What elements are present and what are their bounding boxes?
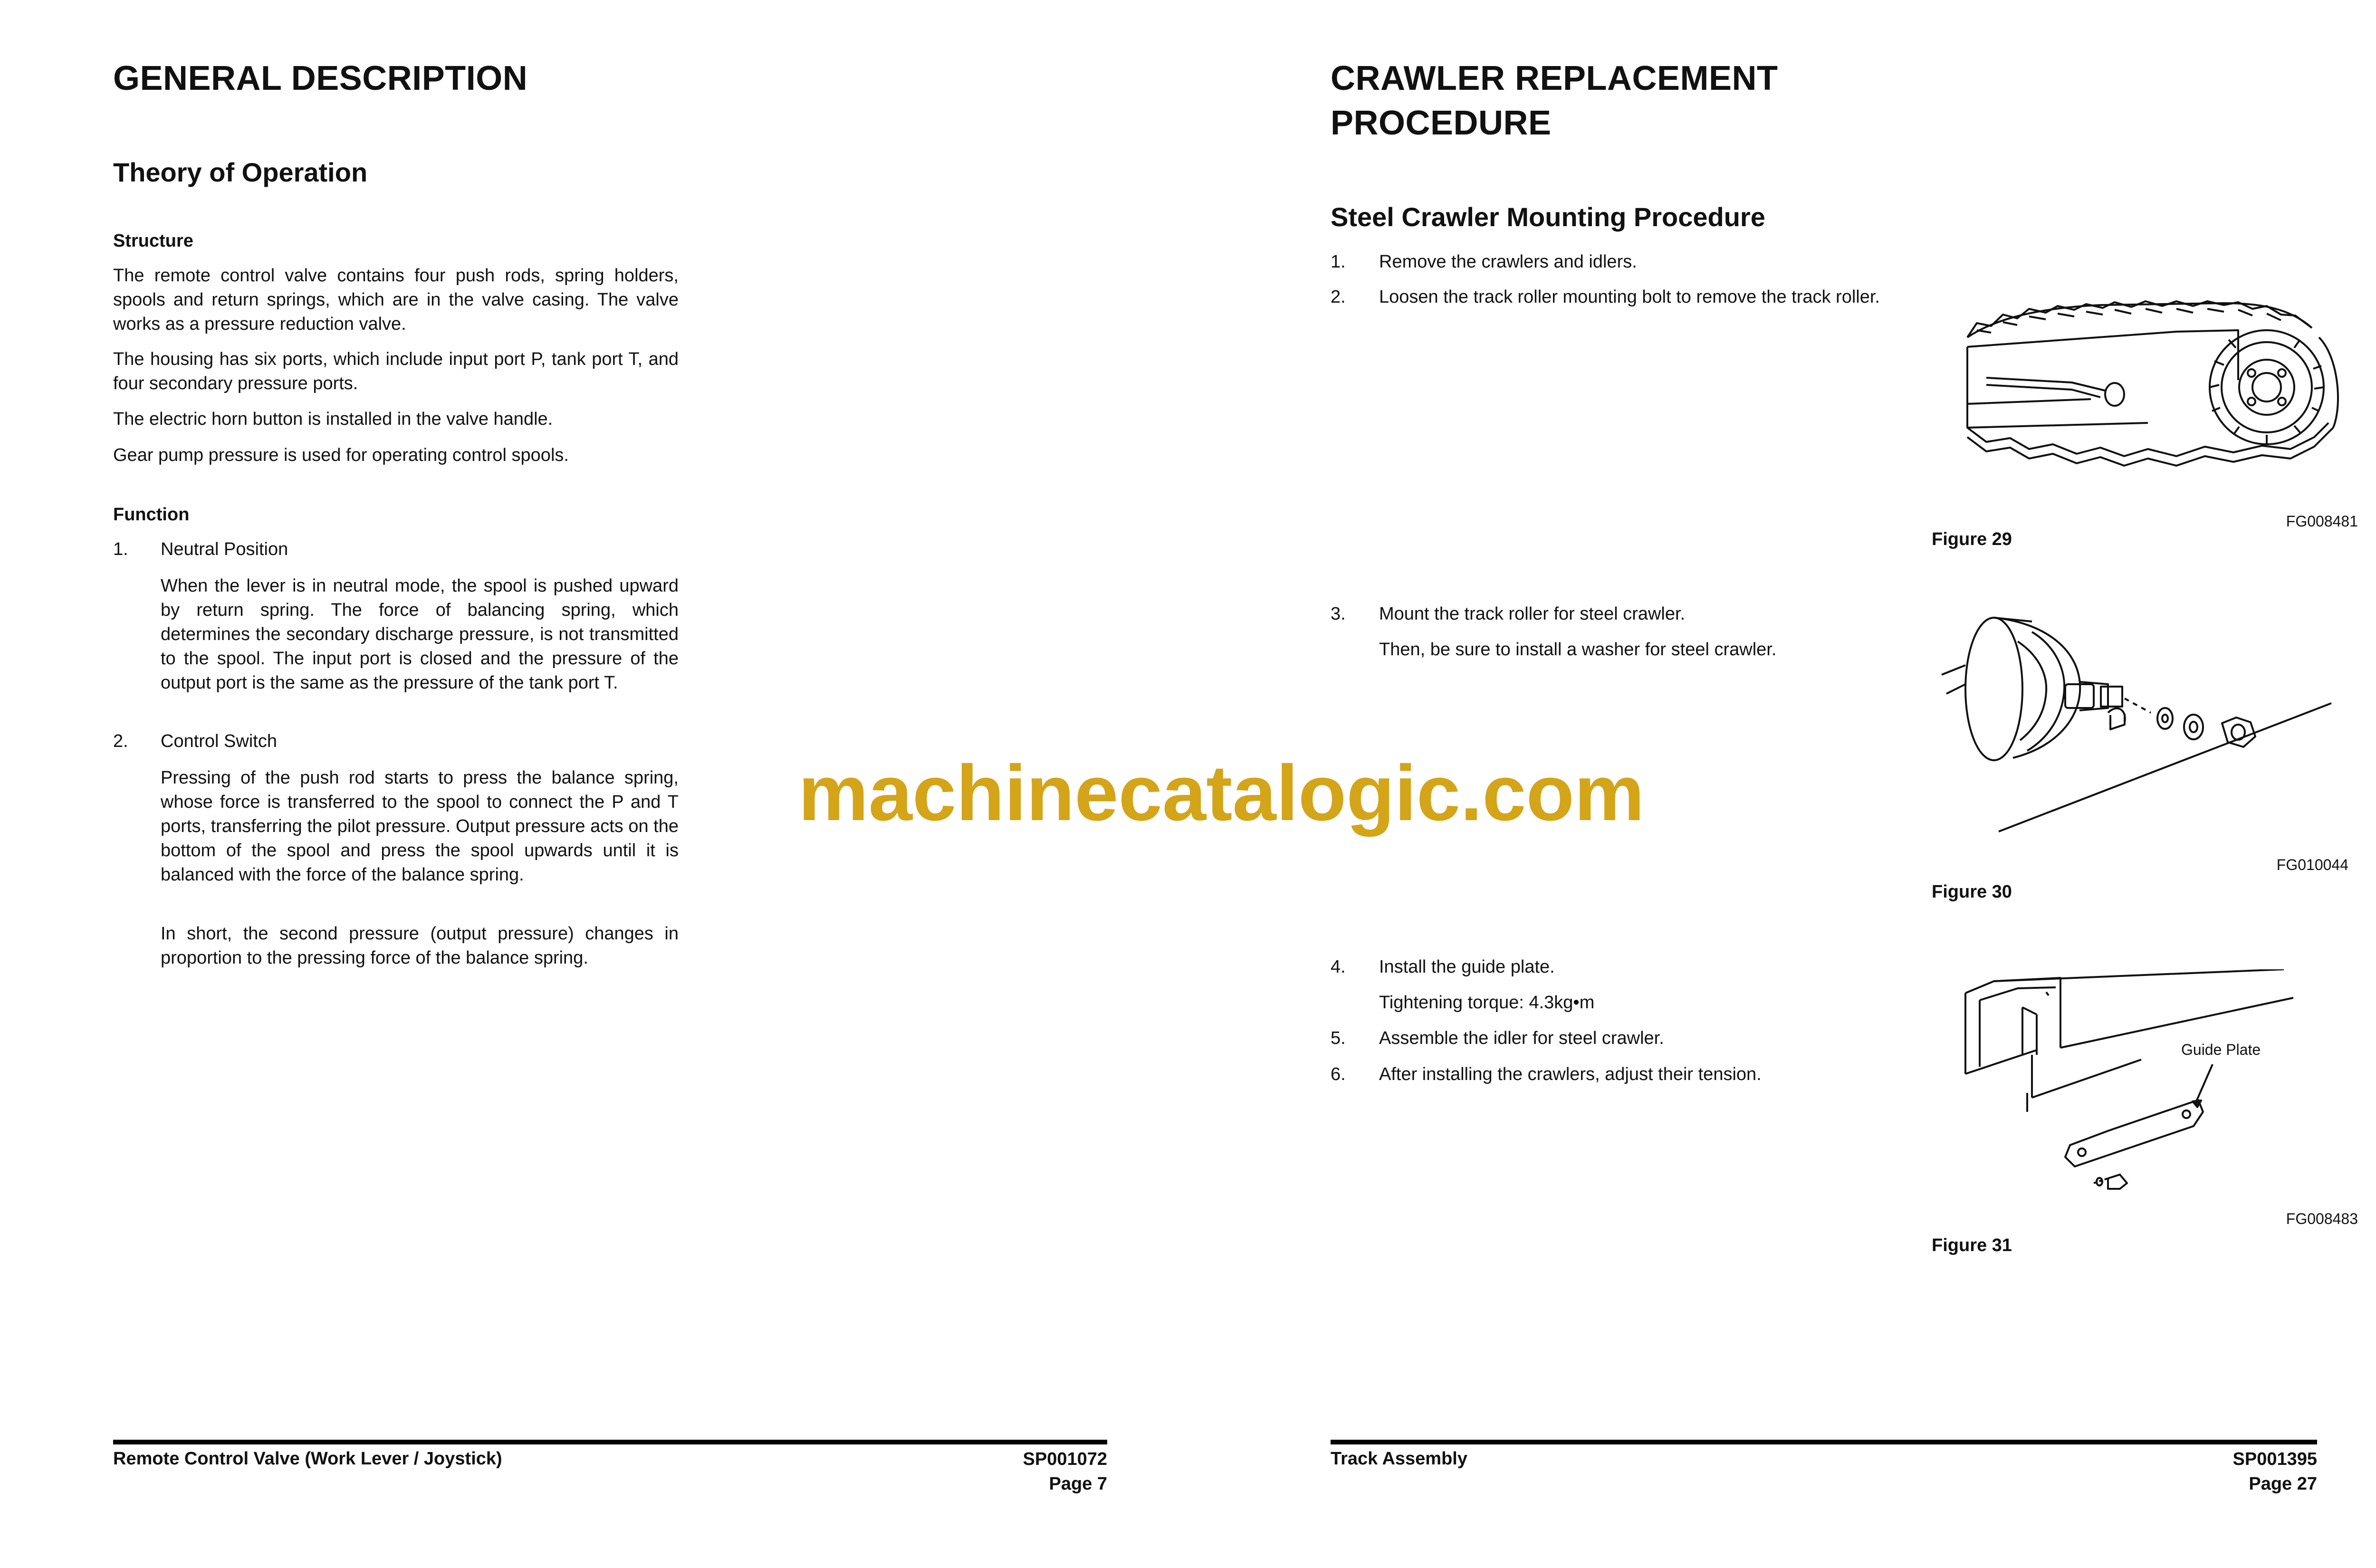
step-text: Remove the crawlers and idlers. xyxy=(1379,252,1637,272)
structure-paragraph: The remote control valve contains four push rods, spring holders, spools and return springs, which are in the valve casing. The valve works as a pressure reduction valve. xyxy=(113,266,679,334)
footer-rule xyxy=(1331,1440,2317,1444)
step-number: 5. xyxy=(1331,1028,1346,1048)
footer-code: SP001395 xyxy=(2232,1449,2317,1469)
page-title: GENERAL DESCRIPTION xyxy=(113,59,528,97)
structure-paragraph: The electric horn button is installed in the valve handle. xyxy=(113,409,553,429)
guide-plate-illustration xyxy=(1951,969,2346,1207)
watermark-text: machinecatalogic.com xyxy=(798,749,1645,837)
guide-plate-label: Guide Plate xyxy=(2181,1041,2261,1058)
step-text: Mount the track roller for steel crawler. xyxy=(1379,604,1686,624)
footer-code: SP001072 xyxy=(1023,1449,1107,1469)
list-item-paragraph: When the lever is in neutral mode, the spool is pushed upward by return spring. The force of balancing spring, which determines the secondary discharge pressure, is not transmitted to the spool. The input port is closed and the pressure of the output port is the same as the pressure of the tank port T. xyxy=(161,576,679,693)
footer-page-number: Page 7 xyxy=(1049,1474,1107,1494)
list-item-number: 2. xyxy=(113,731,128,751)
list-item-label: Control Switch xyxy=(161,731,277,751)
step-text: Install the guide plate. xyxy=(1379,957,1555,977)
track-roller-illustration xyxy=(1937,613,2346,860)
figure-code: FG008483 xyxy=(2286,1210,2358,1227)
figure-caption: Figure 29 xyxy=(1932,529,2012,549)
page-title-line2: PROCEDURE xyxy=(1331,104,1552,142)
step-text: Then, be sure to install a washer for steel crawler. xyxy=(1379,640,1777,660)
footer-title: Track Assembly xyxy=(1331,1449,1467,1469)
list-item-paragraph: Pressing of the push rod starts to press the balance spring, whose force is transferred to the spool to connect the P and T ports, transferring the pilot pressure. Output pressure acts on the bottom of the spool and press the spool upwards until it is balanced with the force of the balance spring. xyxy=(161,768,679,885)
structure-paragraph: Gear pump pressure is used for operating control spools. xyxy=(113,445,569,465)
list-item-label: Neutral Position xyxy=(161,539,288,559)
structure-paragraph: The housing has six ports, which include input port P, tank port T, and four secondary pressure ports. xyxy=(113,349,679,393)
footer-title: Remote Control Valve (Work Lever / Joystick) xyxy=(113,1449,502,1469)
step-text: After installing the crawlers, adjust their tension. xyxy=(1379,1064,1762,1084)
figure-caption: Figure 30 xyxy=(1932,882,2012,902)
step-number: 4. xyxy=(1331,957,1346,977)
footer-page-number: Page 27 xyxy=(2249,1474,2317,1494)
figure-code: FG010044 xyxy=(2276,856,2348,873)
page-title: CRAWLER REPLACEMENT xyxy=(1331,59,1778,97)
step-number: 2. xyxy=(1331,287,1346,307)
track-frame-illustration xyxy=(1958,285,2347,504)
step-number: 6. xyxy=(1331,1064,1346,1084)
section-title: Theory of Operation xyxy=(113,157,368,187)
list-item-number: 1. xyxy=(113,539,128,559)
step-text: Loosen the track roller mounting bolt to remove the track roller. xyxy=(1379,287,1880,307)
step-number: 3. xyxy=(1331,604,1346,624)
step-number: 1. xyxy=(1331,252,1346,272)
footer-rule xyxy=(113,1440,1107,1444)
figure-code: FG008481 xyxy=(2286,513,2358,530)
section-title: Steel Crawler Mounting Procedure xyxy=(1331,202,1765,232)
figure-caption: Figure 31 xyxy=(1932,1235,2012,1255)
step-text: Tightening torque: 4.3kg•m xyxy=(1379,993,1595,1013)
structure-heading: Structure xyxy=(113,231,193,251)
list-item-paragraph: In short, the second pressure (output pressure) changes in proportion to the pressing force of the balance spring. xyxy=(161,924,679,968)
function-heading: Function xyxy=(113,505,190,525)
step-text: Assemble the idler for steel crawler. xyxy=(1379,1028,1664,1048)
